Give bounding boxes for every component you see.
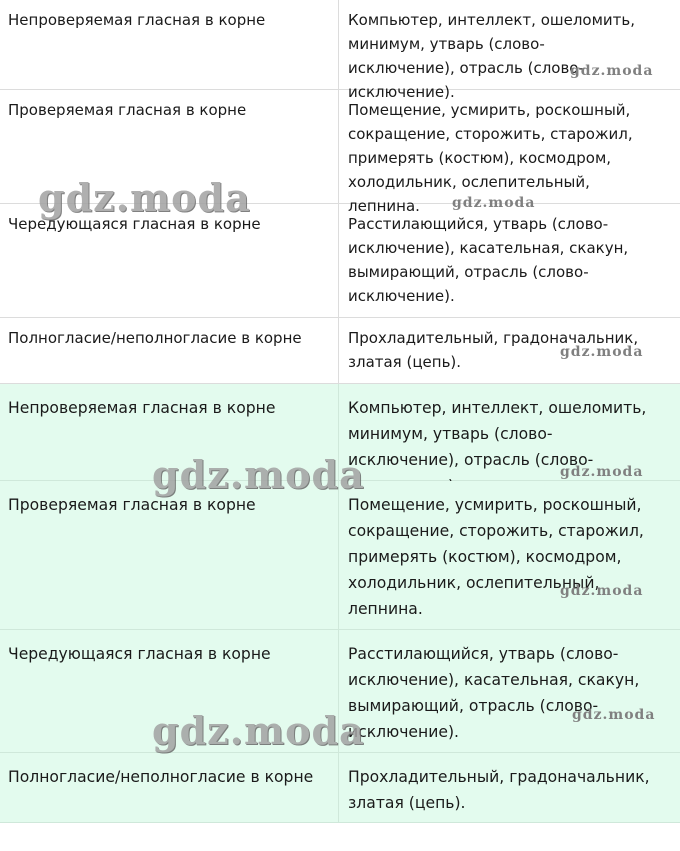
examples-cell: Расстилающийся, утварь (слово-исключение), касательная, скакун, вымирающий, отрасль (слово-исключение). xyxy=(348,645,640,741)
watermark: gdz.moda xyxy=(152,708,365,753)
rule-cell: Проверяемая гласная в корне xyxy=(0,90,339,203)
watermark: gdz.moda xyxy=(570,63,654,79)
examples-cell: Помещение, усмирить, роскошный, сокращение, сторожить, старожил, примерять (костюм), космодром, холодильник, ослепительный, лепнина. xyxy=(348,101,633,215)
rule-cell: Полногласие/неполногласие в корне xyxy=(0,753,339,822)
watermark: gdz.moda xyxy=(560,344,644,360)
examples-cell: Прохладительный, градоначальник, златая (цепь). xyxy=(348,329,639,371)
rule-cell: Непроверяемая гласная в корне xyxy=(0,384,339,480)
rule-cell: Непроверяемая гласная в корне xyxy=(0,0,339,89)
examples-cell: Расстилающийся, утварь (слово-исключение), касательная, скакун, вымирающий, отрасль (слово-исключение). xyxy=(348,215,629,305)
rule-cell: Полногласие/неполногласие в корне xyxy=(0,318,339,383)
examples-cell: Прохладительный, градоначальник, златая (цепь). xyxy=(348,768,650,812)
rule-cell: Чередующаяся гласная в корне xyxy=(0,630,339,752)
watermark: gdz.moda xyxy=(572,707,656,723)
watermark: gdz.moda xyxy=(452,195,536,211)
examples-cell: Помещение, усмирить, роскошный, сокращение, сторожить, старожил, примерять (костюм), космодром, холодильник, ослепительный, лепнина. xyxy=(348,496,644,618)
watermark: gdz.moda xyxy=(560,583,644,599)
rule-cell: Проверяемая гласная в корне xyxy=(0,481,339,629)
watermark: gdz.moda xyxy=(152,452,365,497)
table-row xyxy=(0,630,680,753)
table-row xyxy=(0,384,680,481)
table-row xyxy=(0,481,680,630)
examples-cell: Компьютер, интеллект, ошеломить, минимум, утварь (слово-исключение), отрасль (слово- xyxy=(348,399,647,469)
examples-cell: Компьютер, интеллект, ошеломить, минимум, утварь (слово-исключение), отрасль (слово-исключение). xyxy=(348,11,636,101)
table-row xyxy=(0,753,680,823)
table-row xyxy=(0,0,680,101)
watermark: gdz.moda xyxy=(38,175,251,220)
rule-cell: Чередующаяся гласная в корне xyxy=(0,204,339,317)
table-row xyxy=(0,318,680,384)
table-row xyxy=(0,90,680,215)
watermark: gdz.moda xyxy=(560,464,644,480)
table-row xyxy=(0,204,680,318)
